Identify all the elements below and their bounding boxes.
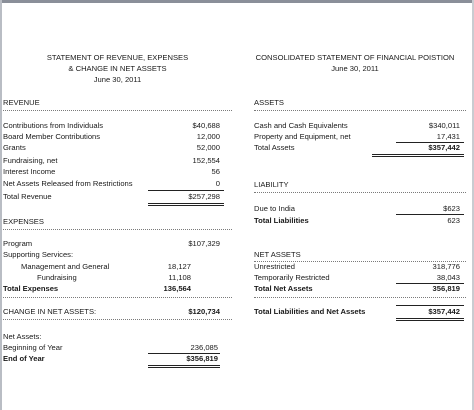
fundraising-expense-value: 11,108 xyxy=(168,273,191,282)
total-assets-label: Total Assets xyxy=(254,143,295,152)
liability-header-rule xyxy=(254,192,466,193)
revenue-header: REVENUE xyxy=(3,98,40,107)
temporarily-restricted-label: Temporarily Restricted xyxy=(254,273,330,282)
right-title-line2: June 30, 2011 xyxy=(331,64,379,73)
due-to-india-value: $623 xyxy=(443,204,460,213)
property-equipment-value: 17,431 xyxy=(436,132,460,141)
total-liabilities-net-assets-label: Total Liabilities and Net Assets xyxy=(254,307,366,316)
total-liabilities-label: Total Liabilities xyxy=(254,216,309,225)
revenue-item-value: 56 xyxy=(211,167,220,176)
net-assets-section-header: NET ASSETS xyxy=(254,250,301,259)
beginning-of-year-label: Beginning of Year xyxy=(3,343,63,352)
revenue-item-label: Board Member Contributions xyxy=(3,132,101,141)
left-title-line2: & CHANGE IN NET ASSETS xyxy=(68,64,167,73)
liability-header: LIABILITY xyxy=(254,180,289,189)
fundraising-expense-label: Fundraising xyxy=(37,273,77,282)
revenue-subtotal-rule xyxy=(148,190,224,191)
window-top-border xyxy=(0,0,474,3)
assets-header-rule xyxy=(254,110,466,111)
supporting-services-label: Supporting Services: xyxy=(3,250,74,259)
change-net-assets-label: CHANGE IN NET ASSETS: xyxy=(3,307,97,316)
total-liabilities-value: 623 xyxy=(447,216,460,225)
program-value: $107,329 xyxy=(188,239,220,248)
expenses-header: EXPENSES xyxy=(3,217,44,226)
total-revenue-value: $257,298 xyxy=(188,192,220,201)
program-label: Program xyxy=(3,239,33,248)
cash-label: Cash and Cash Equivalents xyxy=(254,121,348,130)
left-title-line1: STATEMENT OF REVENUE, EXPENSES xyxy=(46,53,189,62)
end-of-year-label: End of Year xyxy=(3,354,45,363)
cash-value: $340,011 xyxy=(428,121,460,130)
assets-header: ASSETS xyxy=(254,98,284,107)
net-assets-header: Net Assets: xyxy=(3,332,42,341)
expenses-section-rule xyxy=(3,297,232,298)
end-of-year-value: $356,819 xyxy=(186,354,218,363)
end-of-year-double-rule xyxy=(148,365,220,368)
revenue-item-value: 12,000 xyxy=(196,132,220,141)
unrestricted-value: 318,776 xyxy=(432,262,460,271)
revenue-item-value: 152,554 xyxy=(192,156,220,165)
total-revenue-label: Total Revenue xyxy=(3,192,52,201)
change-section-rule xyxy=(3,319,232,320)
management-general-label: Management and General xyxy=(21,262,110,271)
revenue-item-label: Grants xyxy=(3,143,26,152)
total-liabilities-net-assets-value: $357,442 xyxy=(428,307,460,316)
revenue-item-value: 0 xyxy=(215,179,220,188)
right-title-line1: CONSOLIDATED STATEMENT OF FINANCIAL POISTION xyxy=(255,53,455,62)
change-net-assets-value: $120,734 xyxy=(188,307,220,316)
revenue-item-value: 52,000 xyxy=(196,143,220,152)
revenue-item-label: Contributions from Individuals xyxy=(3,121,104,130)
total-expenses-label: Total Expenses xyxy=(3,284,59,293)
total-revenue-double-rule xyxy=(148,203,224,206)
property-equipment-label: Property and Equipment, net xyxy=(254,132,351,141)
unrestricted-label: Unrestricted xyxy=(254,262,295,271)
window-left-border xyxy=(0,0,2,410)
revenue-header-rule xyxy=(3,110,232,111)
beginning-of-year-value: 236,085 xyxy=(190,343,218,352)
management-general-value: 18,127 xyxy=(167,262,191,271)
total-assets-double-rule xyxy=(372,154,464,157)
revenue-item-value: $40,688 xyxy=(192,121,220,130)
liability-subtotal-rule xyxy=(396,214,464,215)
revenue-item-label: Interest Income xyxy=(3,167,56,176)
total-expenses-value: 136,564 xyxy=(163,284,191,293)
grand-total-double-rule xyxy=(396,318,464,321)
revenue-item-label: Net Assets Released from Restrictions xyxy=(3,179,133,188)
grand-total-top-rule xyxy=(396,305,464,306)
temporarily-restricted-value: 38,043 xyxy=(436,273,460,282)
expenses-header-rule xyxy=(3,229,232,230)
left-title-line3: June 30, 2011 xyxy=(93,75,142,84)
due-to-india-label: Due to India xyxy=(254,204,295,213)
total-net-assets-value: 356,819 xyxy=(432,284,460,293)
total-net-assets-label: Total Net Assets xyxy=(254,284,313,293)
net-assets-section-rule xyxy=(254,297,466,298)
total-assets-value: $357,442 xyxy=(428,143,460,152)
revenue-item-label: Fundraising, net xyxy=(3,156,58,165)
